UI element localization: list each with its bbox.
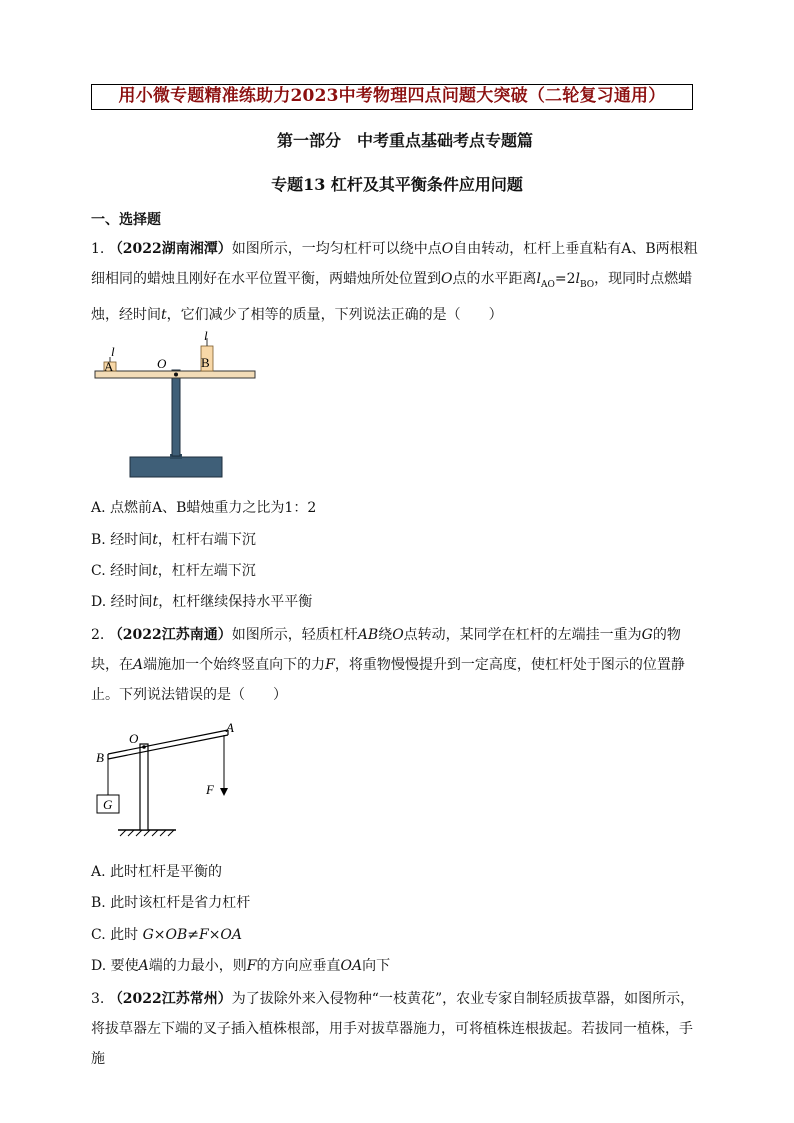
option-text: 经时间 bbox=[110, 594, 153, 610]
question-text: 为了拔除外来入侵物种“一枝黄花”，农业专家自制轻质拔草器，如图所示，将拔草器左下端的叉子插入植株根部，用手对拔草器施力，可将植株连根拔起。若拔同一植株，手施 bbox=[91, 991, 695, 1067]
variable: t bbox=[161, 306, 167, 323]
question-text: 如图所示，轻质杠杆 bbox=[231, 627, 358, 643]
q1-option-b[interactable] bbox=[91, 530, 256, 550]
label-a: A bbox=[104, 359, 114, 374]
option-text: 此时该杠杆是省力杠杆 bbox=[110, 895, 251, 911]
q2-option-c[interactable] bbox=[91, 925, 242, 945]
label-f: F bbox=[206, 782, 214, 797]
question-1 bbox=[91, 234, 703, 330]
variable: OA bbox=[340, 958, 363, 974]
question-text: ，它们减少了相等的质量，下列说法正确的是（ ） bbox=[166, 306, 503, 323]
variable: O bbox=[441, 271, 453, 287]
label-wick-a: l bbox=[111, 344, 115, 359]
label-o: O bbox=[157, 356, 167, 371]
question-text: 点的水平距离 bbox=[452, 271, 537, 287]
label-o: O bbox=[129, 731, 139, 746]
option-letter: D. bbox=[91, 594, 107, 610]
option-text: ，杠杆右端下沉 bbox=[157, 532, 256, 548]
option-letter: A. bbox=[91, 864, 106, 880]
option-letter: C. bbox=[91, 563, 106, 579]
question-number: 3. bbox=[91, 991, 105, 1007]
variable: AB bbox=[357, 627, 379, 643]
question-3 bbox=[91, 984, 703, 1074]
variable: F bbox=[246, 958, 257, 974]
option-letter: B. bbox=[91, 895, 106, 911]
question-source: （2022江苏南通） bbox=[108, 627, 232, 643]
variable: O bbox=[392, 627, 404, 643]
label-b: B bbox=[201, 355, 210, 370]
variable: t bbox=[152, 594, 159, 610]
option-letter: B. bbox=[91, 532, 106, 548]
option-text: 要使 bbox=[110, 958, 139, 974]
question-text: 如图所示，一均匀杠杆可以绕中点 bbox=[231, 241, 442, 257]
option-text: 点燃前A、B蜡烛重力之比为1：2 bbox=[110, 500, 317, 516]
q2-option-b[interactable] bbox=[91, 893, 250, 913]
formula: G×OB≠F×OA bbox=[142, 927, 243, 943]
formula-subscript: BO bbox=[579, 279, 595, 290]
formula-symbol: l bbox=[575, 271, 580, 287]
formula-operator: =2 bbox=[554, 271, 576, 287]
question-text: 自由转动，杠杆上垂直粘有A、B两根粗细相同的蜡烛且刚好在水平位置平衡，两蜡烛所处位置到 bbox=[91, 241, 698, 287]
series-banner: 用小微专题精准练助力2023中考物理四点问题大突破（二轮复习通用） bbox=[91, 84, 693, 110]
q1-option-a[interactable] bbox=[91, 498, 316, 518]
question-number: 2. bbox=[91, 627, 105, 643]
label-g: G bbox=[103, 797, 113, 812]
q2-option-a[interactable] bbox=[91, 862, 222, 882]
formula-subscript: AO bbox=[540, 279, 555, 290]
option-letter: A. bbox=[91, 500, 106, 516]
question-text: 端施加一个始终竖直向下的力 bbox=[143, 657, 326, 673]
option-letter: C. bbox=[91, 927, 106, 943]
question-text: 的物块，在 bbox=[91, 627, 681, 673]
option-text: ，杠杆继续保持水平平衡 bbox=[158, 594, 313, 610]
question-text: ，现同时点燃蜡烛，经时间 bbox=[91, 271, 693, 323]
question-source: （2022湖南湘潭） bbox=[108, 241, 232, 257]
variable: G bbox=[641, 627, 653, 643]
option-text: 此时杠杆是平衡的 bbox=[110, 864, 223, 880]
section-heading: 一、选择题 bbox=[91, 212, 161, 228]
figure-lever-candles bbox=[90, 330, 270, 485]
variable: t bbox=[152, 532, 158, 548]
q1-option-d[interactable] bbox=[91, 592, 312, 612]
question-number: 1. bbox=[91, 241, 105, 257]
formula-symbol: l bbox=[536, 271, 541, 287]
variable: t bbox=[152, 563, 158, 579]
variable: A bbox=[133, 657, 144, 673]
option-text: 的方向应垂直 bbox=[256, 958, 341, 974]
label-a: A bbox=[226, 720, 234, 735]
question-2 bbox=[91, 620, 703, 710]
option-text: ，杠杆左端下沉 bbox=[157, 563, 256, 579]
figure-lever-ab bbox=[88, 718, 248, 848]
option-text: 经时间 bbox=[110, 532, 153, 548]
label-b: B bbox=[96, 750, 104, 765]
question-source: （2022江苏常州） bbox=[108, 991, 232, 1007]
q1-option-c[interactable] bbox=[91, 561, 256, 581]
question-text: 点转动，某同学在杠杆的左端挂一重为 bbox=[403, 627, 642, 643]
label-wick-b: l bbox=[204, 330, 208, 343]
q2-option-d[interactable] bbox=[91, 956, 390, 976]
part-title: 第一部分 中考重点基础考点专题篇 bbox=[276, 131, 533, 150]
option-text: 端的力最小，则 bbox=[148, 958, 247, 974]
variable: O bbox=[441, 241, 454, 257]
option-text: 经时间 bbox=[110, 563, 153, 579]
variable: A bbox=[138, 958, 149, 974]
question-text: 绕 bbox=[378, 627, 393, 643]
variable: F bbox=[325, 657, 335, 673]
option-text: 此时 bbox=[110, 927, 143, 943]
option-text: 向下 bbox=[362, 958, 391, 974]
question-text: ，将重物慢慢提升到一定高度，使杠杆处于图示的位置静止。下列说法错误的是（ ） bbox=[91, 657, 685, 703]
option-letter: D. bbox=[91, 958, 107, 974]
topic-title: 专题13 杠杆及其平衡条件应用问题 bbox=[271, 175, 523, 194]
